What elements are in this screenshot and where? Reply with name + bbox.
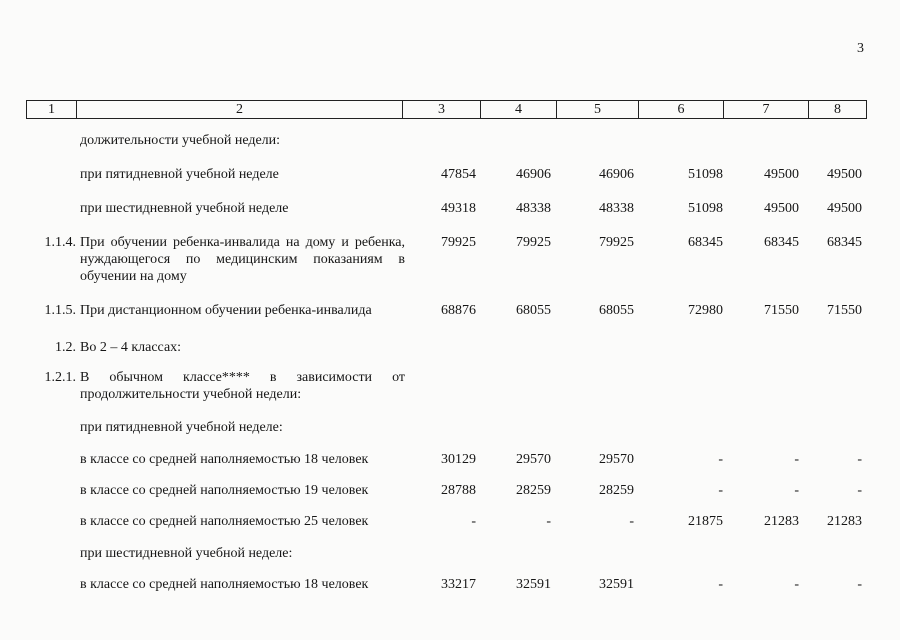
value-cell-col-5: 29570 xyxy=(599,452,634,467)
column-number-2: 2 xyxy=(77,101,403,119)
value-cell-col-5: 46906 xyxy=(599,167,634,182)
value-cell-col-6: 51098 xyxy=(688,201,723,216)
value-cell-col-5: 68055 xyxy=(599,303,634,318)
value-cell-col-4: 46906 xyxy=(516,167,551,182)
value-cell-col-8: 21283 xyxy=(827,514,862,529)
value-cell-col-6: 21875 xyxy=(688,514,723,529)
value-cell-col-8: - xyxy=(857,577,862,592)
page-number: 3 xyxy=(857,41,864,56)
column-number-row xyxy=(26,100,867,119)
value-cell-col-3: 49318 xyxy=(441,201,476,216)
column-number-4: 4 xyxy=(481,101,557,119)
value-cell-col-6: 68345 xyxy=(688,235,723,250)
value-cell-col-5: 48338 xyxy=(599,201,634,216)
value-cell-col-4: 68055 xyxy=(516,303,551,318)
row-label: при шестидневной учебной неделе: xyxy=(80,546,293,561)
row-label: Во 2 – 4 классах: xyxy=(80,340,182,355)
value-cell-col-3: 47854 xyxy=(441,167,476,182)
value-cell-col-8: - xyxy=(857,452,862,467)
value-cell-col-7: 49500 xyxy=(764,201,799,216)
column-number-3: 3 xyxy=(403,101,481,119)
row-label: В обычном классе**** в зависимости от продолжительности учебной недели: xyxy=(80,370,405,402)
row-label: должительности учебной недели: xyxy=(80,133,281,148)
value-cell-col-8: 49500 xyxy=(827,167,862,182)
value-cell-col-8: 71550 xyxy=(827,303,862,318)
value-cell-col-5: 32591 xyxy=(599,577,634,592)
row-label: При дистанционном обучении ребенка-инвалида xyxy=(80,303,372,318)
row-label: при пятидневной учебной неделе xyxy=(80,167,279,182)
value-cell-col-8: - xyxy=(857,483,862,498)
column-number-6: 6 xyxy=(639,101,724,119)
value-cell-col-4: 32591 xyxy=(516,577,551,592)
row-label: в классе со средней наполняемостью 19 человек xyxy=(80,483,369,498)
row-label: в классе со средней наполняемостью 18 человек xyxy=(80,577,369,592)
value-cell-col-4: 48338 xyxy=(516,201,551,216)
row-number: 1.2. xyxy=(55,340,76,355)
value-cell-col-7: - xyxy=(794,483,799,498)
row-label: в классе со средней наполняемостью 25 человек xyxy=(80,514,369,529)
value-cell-col-7: - xyxy=(794,577,799,592)
value-cell-col-7: 49500 xyxy=(764,167,799,182)
value-cell-col-7: 21283 xyxy=(764,514,799,529)
row-label: При обучении ребенка-инвалида на дому и ребенка, нуждающегося по медицинским показаниям в обучении на дому xyxy=(80,235,405,284)
value-cell-col-7: 68345 xyxy=(764,235,799,250)
value-cell-col-8: 68345 xyxy=(827,235,862,250)
value-cell-col-7: - xyxy=(794,452,799,467)
row-label: в классе со средней наполняемостью 18 человек xyxy=(80,452,369,467)
value-cell-col-8: 49500 xyxy=(827,201,862,216)
row-number: 1.1.4. xyxy=(44,235,76,250)
row-number: 1.2.1. xyxy=(44,370,76,385)
value-cell-col-4: - xyxy=(546,514,551,529)
value-cell-col-5: 79925 xyxy=(599,235,634,250)
value-cell-col-4: 79925 xyxy=(516,235,551,250)
value-cell-col-6: - xyxy=(718,483,723,498)
value-cell-col-4: 28259 xyxy=(516,483,551,498)
column-number-7: 7 xyxy=(724,101,809,119)
value-cell-col-3: 30129 xyxy=(441,452,476,467)
value-cell-col-3: - xyxy=(471,514,476,529)
value-cell-col-6: 72980 xyxy=(688,303,723,318)
value-cell-col-3: 68876 xyxy=(441,303,476,318)
row-number: 1.1.5. xyxy=(44,303,76,318)
column-number-8: 8 xyxy=(809,101,867,119)
row-label: при пятидневной учебной неделе: xyxy=(80,420,283,435)
value-cell-col-3: 79925 xyxy=(441,235,476,250)
row-label: при шестидневной учебной неделе xyxy=(80,201,289,216)
value-cell-col-7: 71550 xyxy=(764,303,799,318)
value-cell-col-5: - xyxy=(629,514,634,529)
column-number-1: 1 xyxy=(27,101,77,119)
value-cell-col-6: - xyxy=(718,577,723,592)
value-cell-col-3: 28788 xyxy=(441,483,476,498)
value-cell-col-4: 29570 xyxy=(516,452,551,467)
value-cell-col-3: 33217 xyxy=(441,577,476,592)
value-cell-col-6: - xyxy=(718,452,723,467)
column-number-5: 5 xyxy=(557,101,639,119)
value-cell-col-5: 28259 xyxy=(599,483,634,498)
value-cell-col-6: 51098 xyxy=(688,167,723,182)
